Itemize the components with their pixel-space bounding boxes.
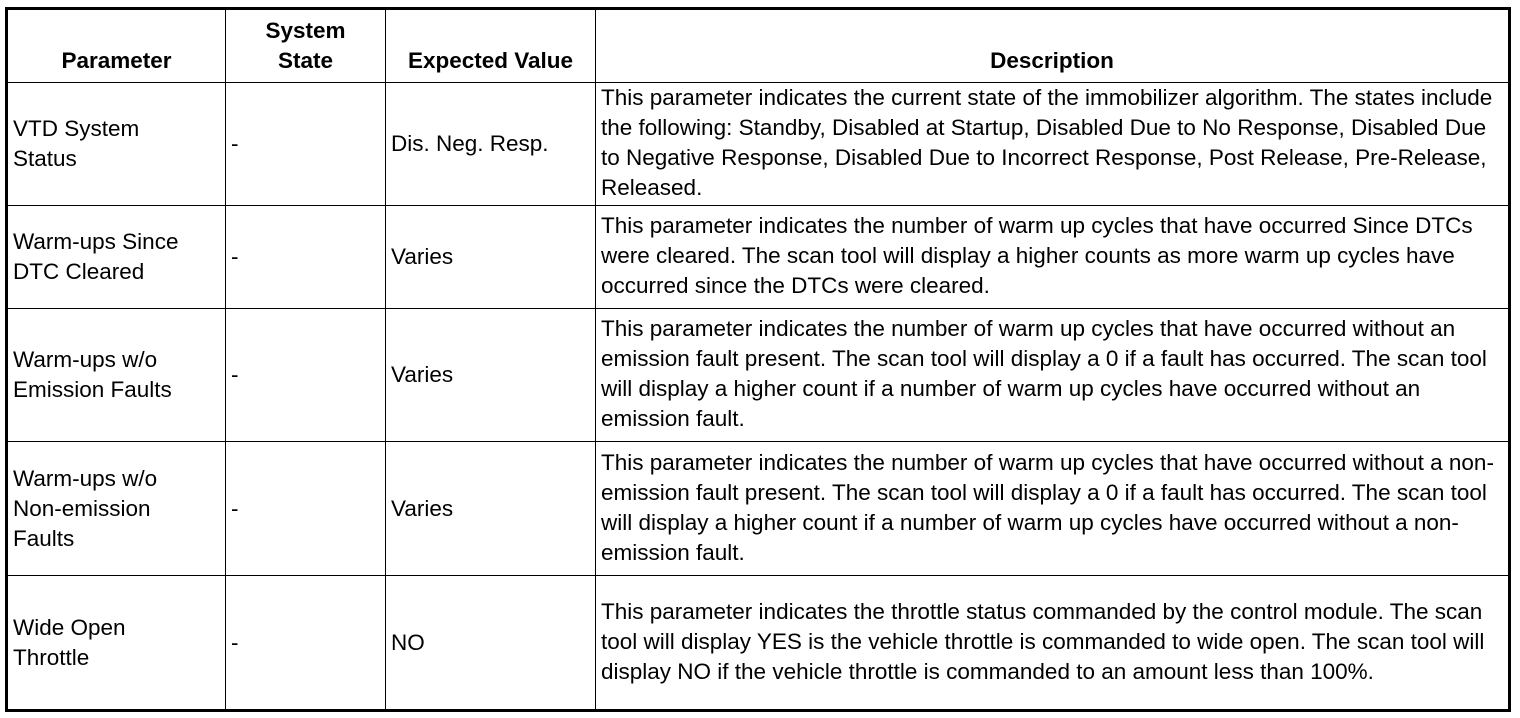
header-system-state-line-1: System (265, 18, 346, 43)
cell-description: This parameter indicates the current state of the immobilizer algorithm. The states include the following: Standby, Disabled at Startup, Disabled Due to No Response, Disabled Due to Negative Response, Disabled Due to Incorrect Response, Post Release, Pre-Release, Released. (596, 83, 1510, 206)
header-row (7, 9, 1510, 83)
cell-parameter: Warm-ups w/o Non-emission Faults (7, 442, 226, 576)
cell-system-state: - (226, 83, 386, 206)
cell-expected-value: Dis. Neg. Resp. (386, 83, 596, 206)
header-system-state (226, 9, 386, 83)
header-system-state-line-2: State (277, 48, 334, 73)
header-description: Description (596, 9, 1510, 83)
cell-system-state: - (226, 576, 386, 711)
parameter-table (5, 7, 1511, 712)
table-row (7, 83, 1510, 206)
header-parameter: Parameter (7, 9, 226, 83)
table-header (7, 9, 1510, 83)
cell-description: This parameter indicates the throttle status commanded by the control module. The scan tool will display YES is the vehicle throttle is commanded to wide open. The scan tool will display NO if the vehicle throttle is commanded to an amount less than 100%. (596, 576, 1510, 711)
cell-description: This parameter indicates the number of warm up cycles that have occurred without an emission fault present. The scan tool will display a 0 if a fault has occurred. The scan tool will display a higher count if a number of warm up cycles have occurred without an emission fault. (596, 309, 1510, 442)
cell-expected-value: Varies (386, 206, 596, 309)
header-expected-value: Expected Value (386, 9, 596, 83)
cell-parameter: Wide Open Throttle (7, 576, 226, 711)
table-row (7, 442, 1510, 576)
table-row (7, 309, 1510, 442)
cell-description: This parameter indicates the number of warm up cycles that have occurred without a non-emission fault present. The scan tool will display a 0 if a fault has occurred. The scan tool will display a higher count if a number of warm up cycles have occurred without a non-emission fault. (596, 442, 1510, 576)
cell-expected-value: Varies (386, 309, 596, 442)
cell-description: This parameter indicates the number of warm up cycles that have occurred Since DTCs were cleared. The scan tool will display a higher counts as more warm up cycles have occurred since the DTCs were cleared. (596, 206, 1510, 309)
table-row (7, 206, 1510, 309)
cell-parameter: Warm-ups w/o Emission Faults (7, 309, 226, 442)
cell-expected-value: Varies (386, 442, 596, 576)
cell-expected-value: NO (386, 576, 596, 711)
cell-parameter: Warm-ups Since DTC Cleared (7, 206, 226, 309)
cell-parameter: VTD System Status (7, 83, 226, 206)
table-body (7, 83, 1510, 711)
cell-system-state: - (226, 309, 386, 442)
cell-system-state: - (226, 206, 386, 309)
table-row (7, 576, 1510, 711)
cell-system-state: - (226, 442, 386, 576)
